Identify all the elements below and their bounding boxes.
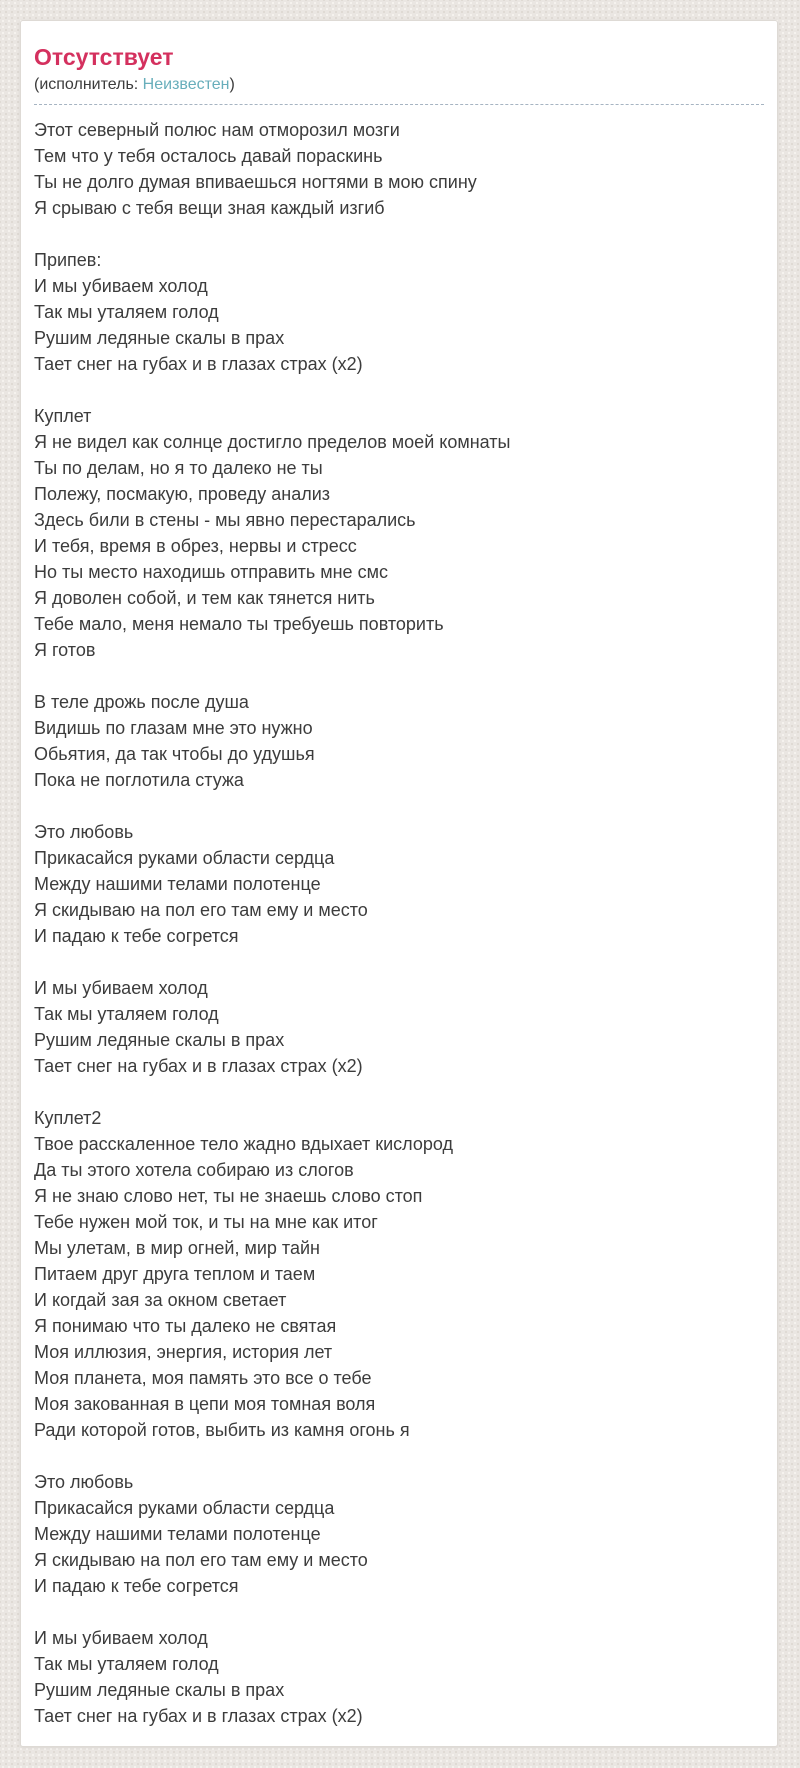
lyrics-line: Здесь били в стены - мы явно перестарались <box>34 509 416 530</box>
lyrics-line: Тает снег на губах и в глазах страх (x2) <box>34 1705 363 1726</box>
lyrics-line: Ты не долго думая впиваешься ногтями в мою спину <box>34 171 477 192</box>
artist-link[interactable]: Неизвестен <box>142 76 230 94</box>
lyrics-line: Я понимаю что ты далеко не святая <box>34 1315 337 1336</box>
lyrics-line: Рушим ледяные скалы в прах <box>34 1029 285 1050</box>
lyrics-line: И мы убиваем холод <box>34 1627 208 1648</box>
lyrics-line: И падаю к тебе согрется <box>34 1575 239 1596</box>
lyrics-line: Тебе мало, меня немало ты требуешь повторить <box>34 613 444 634</box>
lyrics-stanza <box>34 975 764 1079</box>
lyrics-line: Я готов <box>34 639 96 660</box>
lyrics-line: Так мы уталяем голод <box>34 1003 219 1024</box>
lyrics-line: Моя закованная в цепи моя томная воля <box>34 1393 376 1414</box>
lyrics-line: Я срываю с тебя вещи зная каждый изгиб <box>34 197 385 218</box>
lyrics-line: Тает снег на губах и в глазах страх (x2) <box>34 353 363 374</box>
lyrics-line: Мы улетам, в мир огней, мир тайн <box>34 1237 320 1258</box>
lyrics-line: Рушим ледяные скалы в прах <box>34 327 285 348</box>
song-title: Отсутствует <box>34 44 174 70</box>
lyrics-line: Моя иллюзия, энергия, история лет <box>34 1341 333 1362</box>
lyrics-line: И мы убиваем холод <box>34 977 208 998</box>
lyrics-line: Между нашими телами полотенце <box>34 873 321 894</box>
lyrics-line: Видишь по глазам мне это нужно <box>34 717 313 738</box>
lyrics-text <box>34 117 764 1729</box>
lyrics-stanza <box>34 819 764 949</box>
lyrics-line: Но ты место находишь отправить мне смс <box>34 561 388 582</box>
lyrics-line: Это любовь <box>34 821 134 842</box>
lyrics-line: Этот северный полюс нам отморозил мозги <box>34 119 400 140</box>
artist-suffix: ) <box>229 76 235 94</box>
lyrics-line: Я не знаю слово нет, ты не знаешь слово стоп <box>34 1185 423 1206</box>
lyrics-line: Куплет <box>34 405 92 426</box>
lyrics-line: Между нашими телами полотенце <box>34 1523 321 1544</box>
lyrics-line: Прикасайся руками области сердца <box>34 847 335 868</box>
lyrics-line: И падаю к тебе согрется <box>34 925 239 946</box>
lyrics-line: Я скидываю на пол его там ему и место <box>34 899 368 920</box>
lyrics-stanza <box>34 403 764 663</box>
lyrics-line: И мы убиваем холод <box>34 275 208 296</box>
lyrics-line: Да ты этого хотела собираю из слогов <box>34 1159 354 1180</box>
lyrics-line: Пока не поглотила стужа <box>34 769 244 790</box>
lyrics-line: Тем что у тебя осталось давай пораскинь <box>34 145 383 166</box>
lyrics-line: Я доволен собой, и тем как тянется нить <box>34 587 375 608</box>
lyrics-line: В теле дрожь после душа <box>34 691 249 712</box>
lyrics-line: Тебе нужен мой ток, и ты на мне как итог <box>34 1211 378 1232</box>
lyrics-card <box>20 20 778 1747</box>
artist-label: (исполнитель: <box>34 76 143 94</box>
lyrics-line: Так мы уталяем голод <box>34 1653 219 1674</box>
lyrics-line: Это любовь <box>34 1471 134 1492</box>
lyrics-line: Так мы уталяем голод <box>34 301 219 322</box>
lyrics-line: Твое расскаленное тело жадно вдыхает кислород <box>34 1133 454 1154</box>
artist-line <box>34 75 764 103</box>
lyrics-line: Рушим ледяные скалы в прах <box>34 1679 285 1700</box>
lyrics-line: Куплет2 <box>34 1107 102 1128</box>
lyrics-line: И тебя, время в обрез, нервы и стресс <box>34 535 357 556</box>
lyrics-line: И когдай зая за окном светает <box>34 1289 287 1310</box>
lyrics-stanza <box>34 1625 764 1729</box>
lyrics-line: Прикасайся руками области сердца <box>34 1497 335 1518</box>
lyrics-line: Тает снег на губах и в глазах страх (x2) <box>34 1055 363 1076</box>
lyrics-line: Я не видел как солнце достигло пределов моей комнаты <box>34 431 511 452</box>
lyrics-line: Обьятия, да так чтобы до удушья <box>34 743 315 764</box>
lyrics-line: Моя планета, моя память это все о тебе <box>34 1367 372 1388</box>
lyrics-stanza <box>34 1105 764 1443</box>
lyrics-line: Полежу, посмакую, проведу анализ <box>34 483 331 504</box>
lyrics-line: Припев: <box>34 249 102 270</box>
lyrics-stanza <box>34 1469 764 1599</box>
lyrics-line: Питаем друг друга теплом и таем <box>34 1263 316 1284</box>
lyrics-line: Ты по делам, но я то далеко не ты <box>34 457 323 478</box>
dashed-divider <box>34 104 764 105</box>
lyrics-stanza <box>34 117 764 221</box>
lyrics-stanza <box>34 689 764 793</box>
lyrics-line: Ради которой готов, выбить из камня огонь я <box>34 1419 410 1440</box>
lyrics-line: Я скидываю на пол его там ему и место <box>34 1549 368 1570</box>
lyrics-stanza <box>34 247 764 377</box>
